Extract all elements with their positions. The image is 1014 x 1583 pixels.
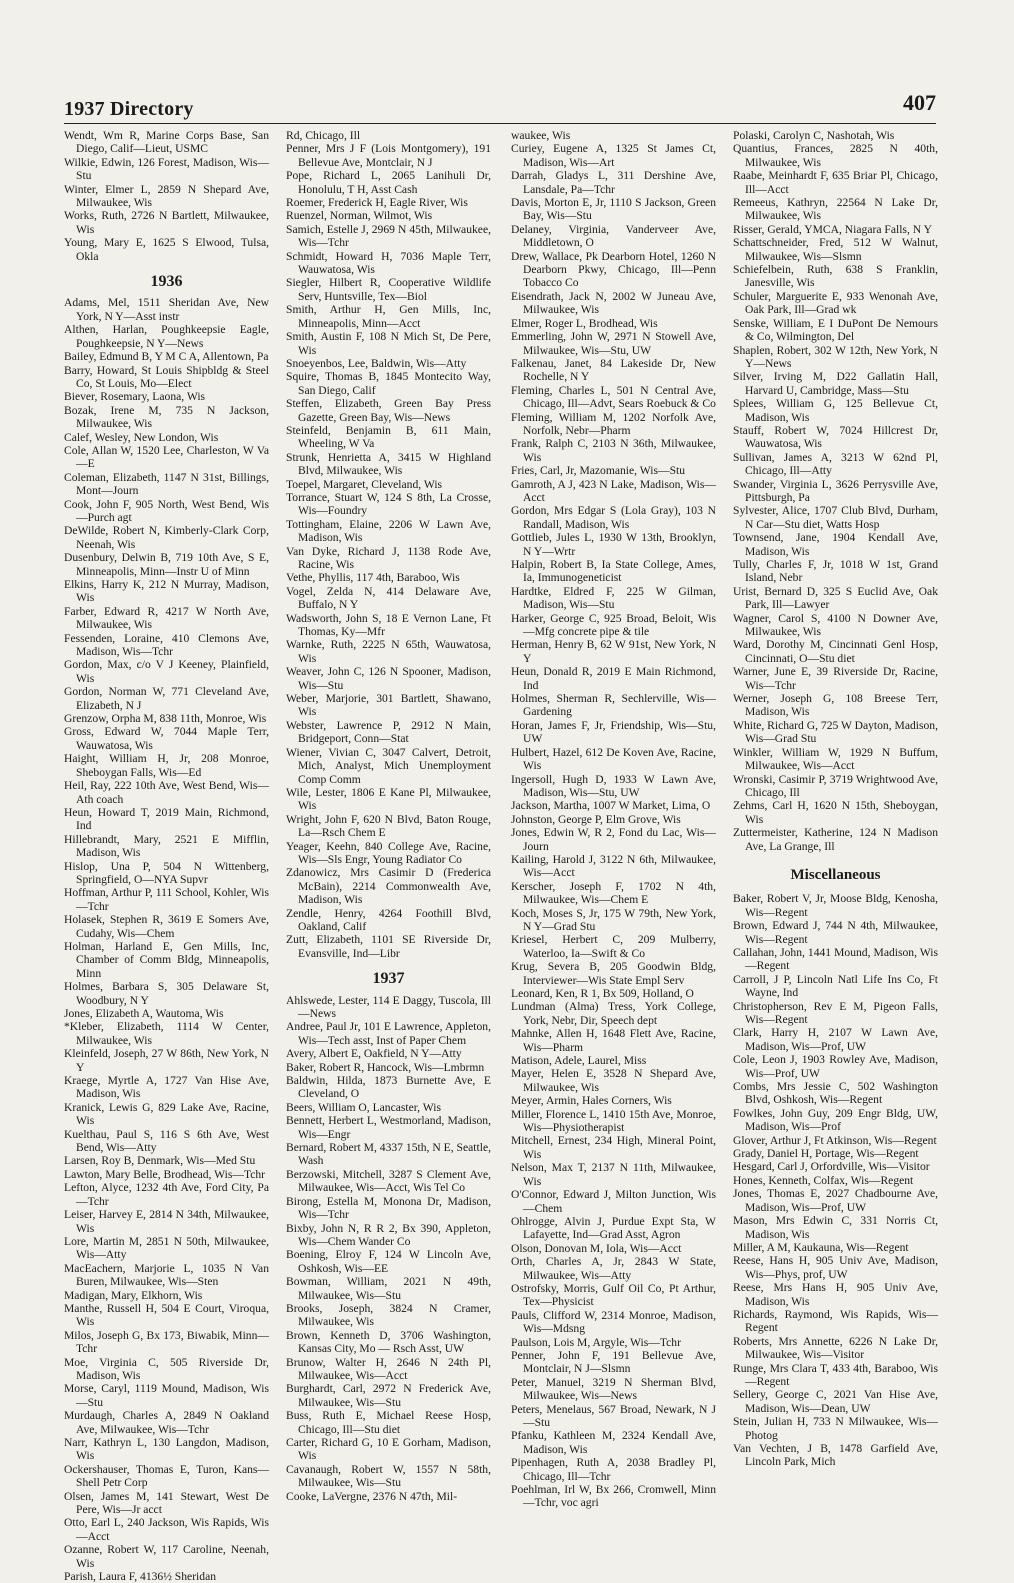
directory-entry: Mahnke, Allen H, 1648 Flett Ave, Racine, Wis—Pharm [511,1027,716,1054]
directory-entry: Fleming, Charles L, 501 N Central Ave, Chicago, Ill—Advt, Sears Roebuck & Co [511,383,716,411]
directory-entry: Jones, Thomas E, 2027 Chadbourne Ave, Madison, Wis—Prof, UW [733,1187,938,1214]
directory-entry: Zuttermeister, Katherine, 124 N Madison Ave, La Grange, Ill [733,826,938,853]
directory-entry: Siegler, Hilbert R, Cooperative Wildlife Serv, Huntsville, Tex—Biol [286,276,491,303]
directory-entry: Farber, Edward R, 4217 W North Ave, Milwaukee, Wis [64,604,269,632]
directory-entry: Schattschneider, Fred, 512 W Walnut, Milwaukee, Wis—Slsmn [733,236,938,263]
directory-entry: Heil, Ray, 222 10th Ave, West Bend, Wis—Ath coach [64,779,269,806]
directory-entry: Hislop, Una P, 504 N Wittenberg, Springfield, O—NYA Supvr [64,859,269,886]
directory-entry: Kuelthau, Paul S, 116 S 6th Ave, West Bend, Wis—Atty [64,1127,269,1155]
directory-entry: Cole, Allan W, 1520 Lee, Charleston, W Va—E [64,443,269,471]
column-2 [286,129,491,1503]
directory-entry: Madigan, Mary, Elkhorn, Wis [64,1288,203,1302]
directory-entry: Miller, Florence L, 1410 15th Ave, Monroe, Wis—Physiotherapist [511,1107,716,1135]
directory-entry: Hones, Kenneth, Colfax, Wis—Regent [733,1173,914,1187]
directory-entry: Gamroth, A J, 423 N Lake, Madison, Wis—Acct [511,477,716,504]
directory-entry: Brooks, Joseph, 3824 N Cramer, Milwaukee, Wis [286,1301,491,1329]
directory-entry: Clark, Harry H, 2107 W Lawn Ave, Madison, Wis—Prof, UW [733,1026,938,1053]
directory-entry: Quantius, Frances, 2825 N 40th, Milwaukee, Wis [733,142,938,169]
directory-entry: Ozanne, Robert W, 117 Caroline, Neenah, Wis [64,1543,269,1570]
directory-entry: Sullivan, James A, 3213 W 62nd Pl, Chicago, Ill—Atty [733,450,938,478]
directory-entry: Gordon, Max, c/o V J Keeney, Plainfield, Wis [64,658,269,685]
directory-entry: Birong, Estella M, Monona Dr, Madison, Wis—Tchr [286,1194,491,1222]
directory-entry: Wiener, Vivian C, 3047 Calvert, Detroit, Mich, Analyst, Mich Unemployment Comp Comm [286,745,491,786]
column-3 [511,129,716,1510]
directory-entry: Carter, Richard G, 10 E Gorham, Madison, Wis [286,1436,491,1463]
page-number: 407 [903,90,936,115]
directory-entry: Senske, William, E I DuPont De Nemours & Co, Wilmington, Del [733,316,938,344]
directory-entry: Werner, Joseph G, 108 Breese Terr, Madison, Wis [733,692,938,719]
directory-entry: Young, Mary E, 1625 S Elwood, Tulsa, Okla [64,236,269,263]
directory-entry: Reese, Hans H, 905 Univ Ave, Madison, Wis—Phys, prof, UW [733,1254,938,1281]
directory-entry: Smith, Arthur H, Gen Mills, Inc, Minneapolis, Minn—Acct [286,303,491,330]
directory-entry: Baldwin, Hilda, 1873 Burnette Ave, E Cleveland, O [286,1074,491,1101]
directory-entry: Burghardt, Carl, 2972 N Frederick Ave, Milwaukee, Wis—Stu [286,1382,491,1409]
directory-entry: Toepel, Margaret, Cleveland, Wis [286,477,443,491]
directory-entry: Smith, Austin F, 108 N Mich St, De Pere, Wis [286,330,491,357]
directory-entry: Tully, Charles F, Jr, 1018 W 1st, Grand Island, Nebr [733,558,938,585]
directory-entry: Richards, Raymond, Wis Rapids, Wis—Regent [733,1307,938,1335]
directory-entry: Glover, Arthur J, Ft Atkinson, Wis—Regent [733,1133,937,1147]
directory-entry: Leiser, Harvey E, 2814 N 34th, Milwaukee, Wis [64,1208,269,1235]
directory-entry: Hillebrandt, Mary, 2521 E Mifflin, Madison, Wis [64,832,269,860]
directory-entry: Roemer, Frederick H, Eagle River, Wis [286,196,468,210]
directory-entry: Koch, Moses S, Jr, 175 W 79th, New York, N Y—Grad Stu [511,906,716,933]
directory-entry: Tottingham, Elaine, 2206 W Lawn Ave, Madison, Wis [286,517,491,545]
directory-entry: Remeeus, Kathryn, 22564 N Lake Dr, Milwaukee, Wis [733,196,938,223]
directory-entry: Olsen, James M, 141 Stewart, West De Pere, Wis—Jr acct [64,1489,269,1517]
directory-entry: Fessenden, Loraine, 410 Clemons Ave, Madison, Wis—Tchr [64,631,269,659]
directory-entry: Orth, Charles A, Jr, 2843 W State, Milwaukee, Wis—Atty [511,1255,716,1282]
directory-entry: Lefton, Alyce, 1232 4th Ave, Ford City, Pa—Tchr [64,1181,269,1208]
directory-entry: Kranick, Lewis G, 829 Lake Ave, Racine, Wis [64,1100,269,1128]
directory-entry: Swander, Virginia L, 3626 Perrysville Ave, Pittsburgh, Pa [733,477,938,504]
directory-entry: Kailing, Harold J, 3122 N 6th, Milwaukee, Wis—Acct [511,852,716,880]
directory-entry: Larsen, Roy B, Denmark, Wis—Med Stu [64,1154,256,1168]
directory-entry: Otto, Earl L, 240 Jackson, Wis Rapids, Wis—Acct [64,1516,269,1543]
directory-entry: Rd, Chicago, Ill [286,129,361,142]
directory-entry: Schmidt, Howard H, 7036 Maple Terr, Wauwatosa, Wis [286,249,491,277]
directory-entry: Grady, Daniel H, Portage, Wis—Regent [733,1147,919,1161]
directory-entry: Fries, Carl, Jr, Mazomanie, Wis—Stu [511,464,686,478]
directory-entry: Combs, Mrs Jessie C, 502 Washington Blvd, Oshkosh, Wis—Regent [733,1080,938,1107]
directory-entry: Ostrofsky, Morris, Gulf Oil Co, Pt Arthur, Tex—Physicist [511,1281,716,1309]
directory-entry: Townsend, Jane, 1904 Kendall Ave, Madison, Wis [733,531,938,558]
directory-entry: *Kleber, Elizabeth, 1114 W Center, Milwaukee, Wis [64,1020,269,1047]
directory-entry: Ahlswede, Lester, 114 E Daggy, Tuscola, Ill—News [286,993,491,1020]
directory-entry: MacEachern, Marjorie L, 1035 N Van Buren, Milwaukee, Wis—Sten [64,1261,269,1289]
directory-entry: Horan, James F, Jr, Friendship, Wis—Stu, UW [511,718,716,746]
directory-entry: Bowman, William, 2021 N 49th, Milwaukee, Wis—Stu [286,1275,491,1302]
directory-entry: Hardtke, Eldred F, 225 W Gilman, Madison, Wis—Stu [511,584,716,612]
directory-entry: Pope, Richard L, 2065 Lanihuli Dr, Honolulu, T H, Asst Cash [286,169,491,196]
directory-entry: DeWilde, Robert N, Kimberly-Clark Corp, Neenah, Wis [64,524,269,551]
directory-entry: Shaplen, Robert, 302 W 12th, New York, N Y—News [733,343,938,370]
directory-entry: Hesgard, Carl J, Orfordville, Wis—Visitor [733,1160,930,1174]
directory-entry: Biever, Rosemary, Laona, Wis [64,390,206,404]
directory-entry: Kriesel, Herbert C, 209 Mulberry, Waterloo, Ia—Swift & Co [511,933,716,960]
directory-entry: Krug, Severa B, 205 Goodwin Bldg, Interviewer—Wis State Empl Serv [511,960,716,987]
directory-entry: Stauff, Robert W, 7024 Hillcrest Dr, Wauwatosa, Wis [733,423,938,451]
directory-entry: Wendt, Wm R, Marine Corps Base, San Diego, Calif—Lieut, USMC [64,129,269,156]
directory-entry: Penner, Mrs J F (Lois Montgomery), 191 Bellevue Ave, Montclair, N J [286,142,491,169]
directory-entry: Mayer, Helen E, 3528 N Shepard Ave, Milwaukee, Wis [511,1067,716,1094]
directory-entry: Olson, Donovan M, Iola, Wis—Acct [511,1241,682,1255]
directory-entry: Miller, A M, Kaukauna, Wis—Regent [733,1240,909,1254]
directory-entry: Wright, John F, 620 N Blvd, Baton Rouge, La—Rsch Chem E [286,812,491,840]
column-4 [733,129,938,1469]
directory-entry: Moe, Virginia C, 505 Riverside Dr, Madison, Wis [64,1355,269,1382]
directory-entry: Lundman (Alma) Tress, York College, York, Nebr, Dir, Speech dept [511,1000,716,1027]
directory-entry: Darrah, Gladys L, 311 Dershine Ave, Lansdale, Pa—Tchr [511,169,716,196]
directory-entry: Steinfeld, Benjamin B, 611 Main, Wheeling, W Va [286,423,491,451]
section-heading: Miscellaneous [790,866,881,883]
directory-entry: Bennett, Herbert L, Westmorland, Madison, Wis—Engr [286,1114,491,1141]
directory-entry: waukee, Wis [511,129,571,142]
directory-entry: Dusenbury, Delwin B, 719 10th Ave, S E, Minneapolis, Minn—Instr U of Minn [64,551,269,578]
directory-entry: Vogel, Zelda N, 414 Delaware Ave, Buffalo, N Y [286,584,491,612]
directory-entry: Zdanowicz, Mrs Casimir D (Frederica McBain), 2214 Commonwealth Ave, Madison, Wis [286,866,491,907]
directory-entry: Coleman, Elizabeth, 1147 N 31st, Billings, Mont—Journ [64,470,269,498]
directory-entry: Roberts, Mrs Annette, 6226 N Lake Dr, Milwaukee, Wis—Visitor [733,1334,938,1362]
directory-entry: Splees, William G, 125 Bellevue Ct, Madison, Wis [733,397,938,424]
directory-entry: Pauls, Clifford W, 2314 Monroe, Madison, Wis—Mdsng [511,1308,716,1336]
directory-entry: Brunow, Walter H, 2646 N 24th Pl, Milwaukee, Wis—Acct [286,1355,491,1382]
directory-entry: Zendle, Henry, 4264 Foothill Blvd, Oakland, Calif [286,906,491,933]
directory-entry: Gordon, Mrs Edgar S (Lola Gray), 103 N Randall, Madison, Wis [511,504,716,531]
directory-entry: Herman, Henry B, 62 W 91st, New York, N Y [511,638,716,665]
directory-entry: Risser, Gerald, YMCA, Niagara Falls, N Y [733,222,932,236]
directory-entry: Cooke, LaVergne, 2376 N 47th, Mil- [286,1489,458,1503]
directory-entry: Bozak, Irene M, 735 N Jackson, Milwaukee, Wis [64,403,269,431]
directory-entry: Parish, Laura F, 4136½ Sheridan [64,1570,217,1583]
directory-entry: Nelson, Max T, 2137 N 11th, Milwaukee, Wis [511,1161,716,1188]
directory-entry: Adams, Mel, 1511 Sheridan Ave, New York, N Y—Asst instr [64,296,269,323]
directory-entry: Snoeyenbos, Lee, Baldwin, Wis—Atty [286,356,467,370]
directory-entry: Yeager, Keehn, 840 College Ave, Racine, Wis—Sls Engr, Young Radiator Co [286,839,491,866]
directory-entry: Samich, Estelle J, 2969 N 45th, Milwaukee, Wis—Tchr [286,222,491,250]
directory-entry: Beers, William O, Lancaster, Wis [286,1100,441,1114]
directory-entry: Silver, Irving M, D22 Gallatin Hall, Harvard U, Cambridge, Mass—Stu [733,370,938,397]
directory-entry: Raabe, Meinhardt F, 635 Briar Pl, Chicago, Ill—Acct [733,169,938,196]
directory-entry: Schuler, Marguerite E, 933 Wenonah Ave, Oak Park, Ill—Grad wk [733,289,938,317]
directory-entry: Avery, Albert E, Oakfield, N Y—Atty [286,1047,462,1061]
directory-entry: Van Vechten, J B, 1478 Garfield Ave, Lincoln Park, Mich [733,1442,938,1469]
directory-entry: Winter, Elmer L, 2859 N Shepard Ave, Milwaukee, Wis [64,182,269,210]
directory-entry: Calef, Wesley, New London, Wis [64,430,219,444]
directory-entry: Penner, John F, 191 Bellevue Ave, Montclair, N J—Slsmn [511,1348,716,1376]
directory-entry: Webster, Lawrence P, 2912 N Main, Bridgeport, Conn—Stat [286,718,491,746]
directory-entry: Pipenhagen, Ruth A, 2038 Bradley Pl, Chicago, Ill—Tchr [511,1456,716,1483]
directory-entry: Ingersoll, Hugh D, 1933 W Lawn Ave, Madison, Wis—Stu, UW [511,772,716,799]
directory-entry: Cook, John F, 905 North, West Bend, Wis—Purch agt [64,497,269,524]
column-1 [64,129,269,1583]
directory-entry: Bixby, John N, R R 2, Bx 390, Appleton, Wis—Chem Wander Co [286,1221,491,1248]
directory-entry: Peters, Menelaus, 567 Broad, Newark, N J—Stu [511,1402,716,1429]
directory-entry: Heun, Donald R, 2019 E Main Richmond, Ind [511,665,716,692]
directory-entry: Gordon, Norman W, 771 Cleveland Ave, Elizabeth, N J [64,685,269,712]
directory-entry: Van Dyke, Richard J, 1138 Rode Ave, Racine, Wis [286,544,491,571]
page-header-title: 1937 Directory [64,98,194,120]
directory-entry: Gross, Edward W, 7044 Maple Terr, Wauwatosa, Wis [64,725,269,752]
directory-entry: Gottlieb, Jules L, 1930 W 13th, Brooklyn, N Y—Wrtr [511,531,716,558]
directory-entry: Meyer, Armin, Hales Corners, Wis [511,1094,672,1108]
directory-entry: Holmes, Sherman R, Sechlerville, Wis—Gardening [511,692,716,719]
directory-entry: Wile, Lester, 1806 E Kane Pl, Milwaukee, Wis [286,785,491,813]
directory-entry: Berzowski, Mitchell, 3287 S Clement Ave, Milwaukee, Wis—Acct, Wis Tel Co [286,1167,491,1195]
directory-entry: Murdaugh, Charles A, 2849 N Oakland Ave, Milwaukee, Wis—Tchr [64,1409,269,1436]
directory-entry: Heun, Howard T, 2019 Main, Richmond, Ind [64,805,269,833]
directory-entry: Kerscher, Joseph F, 1702 N 4th, Milwaukee, Wis—Chem E [511,879,716,907]
directory-entry: Wadsworth, John S, 18 E Vernon Lane, Ft Thomas, Ky—Mfr [286,611,491,639]
directory-entry: Christopherson, Rev E M, Pigeon Falls, Wis—Regent [733,999,938,1026]
directory-entry: Barry, Howard, St Louis Shipbldg & Steel Co, St Louis, Mo—Elect [64,363,269,390]
directory-entry: Warnke, Ruth, 2225 N 65th, Wauwatosa, Wis [286,638,491,665]
directory-entry: Bernard, Robert M, 4337 15th, N E, Seattle, Wash [286,1141,491,1168]
directory-entry: Johnston, George P, Elm Grove, Wis [511,812,681,826]
directory-entry: White, Richard G, 725 W Dayton, Madison, Wis—Grad Stu [733,718,939,746]
header-rule [64,123,936,124]
directory-entry: Zehms, Carl H, 1620 N 15th, Sheboygan, Wis [733,799,938,826]
directory-entry: Polaski, Carolyn C, Nashotah, Wis [733,129,895,142]
directory-entry: Kraege, Myrtle A, 1727 Van Hise Ave, Madison, Wis [64,1074,269,1101]
directory-entry: Jackson, Martha, 1007 W Market, Lima, O [511,799,711,813]
directory-entry: Emmerling, John W, 2971 N Stowell Ave, Milwaukee, Wis—Stu, UW [511,330,716,357]
directory-entry: Sylvester, Alice, 1707 Club Blvd, Durham, N Car—Stu diet, Watts Hosp [733,504,938,531]
directory-entry: Pfanku, Kathleen M, 2324 Kendall Ave, Madison, Wis [511,1429,716,1456]
directory-entry: Wagner, Carol S, 4100 N Downer Ave, Milwaukee, Wis [733,611,938,639]
directory-entry: Mitchell, Ernest, 234 High, Mineral Point, Wis [511,1134,716,1161]
directory-entry: Poehlman, Irl W, Bx 266, Cromwell, Minn—Tchr, voc agri [511,1483,716,1510]
directory-entry: Milos, Joseph G, Bx 173, Biwabik, Minn—Tchr [64,1328,269,1356]
directory-entry: Fowlkes, John Guy, 209 Engr Bldg, UW, Madison, Wis—Prof [733,1106,938,1134]
directory-entry: Ruenzel, Norman, Wilmot, Wis [286,209,433,223]
directory-entry: Fleming, William M, 1202 Norfolk Ave, Norfolk, Nebr—Pharm [511,410,716,437]
directory-entry: Lore, Martin M, 2851 N 50th, Milwaukee, Wis—Atty [64,1234,269,1262]
directory-entry: Haight, William H, Jr, 208 Monroe, Sheboygan Falls, Wis—Ed [64,752,269,779]
directory-entry: Carroll, J P, Lincoln Natl Life Ins Co, Ft Wayne, Ind [733,972,938,1000]
directory-entry: Ockershauser, Thomas E, Turon, Kans—Shell Petr Corp [64,1462,269,1490]
directory-entry: Delaney, Virginia, Vanderveer Ave, Middletown, O [511,222,716,250]
directory-entry: Lawton, Mary Belle, Brodhead, Wis—Tchr [64,1167,266,1181]
directory-entry: Morse, Caryl, 1119 Mound, Madison, Wis—Stu [64,1382,269,1409]
directory-entry: Elkins, Harry K, 212 N Murray, Madison, Wis [64,578,269,605]
directory-entry: Runge, Mrs Clara T, 433 4th, Baraboo, Wis—Regent [733,1361,938,1388]
directory-entry: Eisendrath, Jack N, 2002 W Juneau Ave, Milwaukee, Wis [511,289,716,317]
directory-entry: Grenzow, Orpha M, 838 11th, Monroe, Wis [64,712,267,726]
directory-entry: Vethe, Phyllis, 117 4th, Baraboo, Wis [286,571,460,585]
directory-entry: Jones, Edwin W, R 2, Fond du Lac, Wis—Journ [511,826,716,853]
directory-entry: Frank, Ralph C, 2103 N 36th, Milwaukee, Wis [511,437,716,464]
directory-entry: Wronski, Casimir P, 3719 Wrightwood Ave, Chicago, Ill [733,772,938,799]
directory-entry: Urist, Bernard D, 325 S Euclid Ave, Oak Park, Ill—Lawyer [733,584,938,612]
directory-entry: Schiefelbein, Ruth, 638 S Franklin, Janesville, Wis [733,263,938,290]
directory-entry: Davis, Morton E, Jr, 1110 S Jackson, Green Bay, Wis—Stu [511,196,716,223]
directory-entry: Curiey, Eugene A, 1325 St James Ct, Madison, Wis—Art [511,142,716,169]
directory-entry: Brown, Edward J, 744 N 4th, Milwaukee, Wis—Regent [733,919,938,946]
directory-entry: Works, Ruth, 2726 N Bartlett, Milwaukee, Wis [64,209,269,236]
directory-entry: Wilkie, Edwin, 126 Forest, Madison, Wis—Stu [64,155,269,183]
directory-entry: Andree, Paul Jr, 101 E Lawrence, Appleton, Wis—Tech asst, Inst of Paper Chem [286,1020,491,1047]
directory-entry: Mason, Mrs Edwin C, 331 Norris Ct, Madison, Wis [733,1214,938,1241]
directory-entry: O'Connor, Edward J, Milton Junction, Wis—Chem [511,1188,716,1215]
directory-entry: Boening, Elroy F, 124 W Lincoln Ave, Oshkosh, Wis—EE [286,1248,491,1275]
directory-entry: Holasek, Stephen R, 3619 E Somers Ave, Cudahy, Wis—Chem [64,913,269,940]
directory-entry: Torrance, Stuart W, 124 S 8th, La Crosse, Wis—Foundry [286,490,491,518]
directory-entry: Paulson, Lois M, Argyle, Wis—Tchr [511,1335,681,1349]
directory-entry: Elmer, Roger L, Brodhead, Wis [511,316,658,330]
directory-entry: Zutt, Elizabeth, 1101 SE Riverside Dr, Evansville, Ind—Libr [286,933,491,960]
directory-entry: Ohlrogge, Alvin J, Purdue Expt Sta, W Lafayette, Ind—Grad Asst, Agron [511,1214,716,1242]
directory-entry: Drew, Wallace, Pk Dearborn Hotel, 1260 N Dearborn Pkwy, Chicago, Ill—Penn Tobacco Co [511,249,716,290]
directory-entry: Manthe, Russell H, 504 E Court, Viroqua, Wis [64,1301,269,1329]
directory-entry: Steffen, Elizabeth, Green Bay Press Gazette, Green Bay, Wis—News [286,397,491,424]
section-heading: 1936 [150,273,183,291]
directory-entry: Warner, June E, 39 Riverside Dr, Racine, Wis—Tchr [733,665,938,692]
directory-entry: Ward, Dorothy M, Cincinnati Genl Hosp, Cincinnati, O—Stu diet [733,638,938,665]
directory-entry: Kleinfeld, Joseph, 27 W 86th, New York, N Y [64,1047,269,1074]
directory-entry: Hoffman, Arthur P, 111 School, Kohler, Wis—Tchr [64,886,269,913]
directory-entry: Strunk, Henrietta A, 3415 W Highland Blvd, Milwaukee, Wis [286,450,491,478]
directory-entry: Holmes, Barbara S, 305 Delaware St, Woodbury, N Y [64,980,269,1007]
directory-entry: Sellery, George C, 2021 Van Hise Ave, Madison, Wis—Dean, UW [733,1388,938,1415]
directory-entry: Halpin, Robert B, Ia State College, Ames, Ia, Immunogeneticist [511,558,716,585]
directory-entry: Narr, Kathryn L, 130 Langdon, Madison, Wis [64,1436,269,1463]
directory-entry: Cavanaugh, Robert W, 1557 N 58th, Milwaukee, Wis—Stu [286,1462,491,1490]
directory-entry: Squire, Thomas B, 1845 Montecito Way, San Diego, Calif [286,370,491,397]
directory-entry: Matison, Adele, Laurel, Miss [511,1054,647,1068]
directory-entry: Baker, Robert V, Jr, Moose Bldg, Kenosha, Wis—Regent [733,892,938,919]
directory-entry: Harker, George C, 925 Broad, Beloit, Wis—Mfg concrete pipe & tile [511,611,716,639]
directory-entry: Althen, Harlan, Poughkeepsie Eagle, Poughkeepsie, N Y—News [64,323,269,350]
directory-entry: Cole, Leon J, 1903 Rowley Ave, Madison, Wis—Prof, UW [733,1053,938,1080]
directory-entry: Hulbert, Hazel, 612 De Koven Ave, Racine, Wis [511,745,716,773]
directory-entry: Winkler, William W, 1929 N Buffum, Milwaukee, Wis—Acct [733,745,938,773]
directory-entry: Baker, Robert R, Hancock, Wis—Lmbrmn [286,1060,485,1074]
directory-entry: Holman, Harland E, Gen Mills, Inc, Chamber of Comm Bldg, Minneapolis, Minn [64,939,269,980]
directory-entry: Brown, Kenneth D, 3706 Washington, Kansas City, Mo — Rsch Asst, UW [286,1328,491,1356]
directory-entry: Leonard, Ken, R 1, Bx 509, Holland, O [511,987,694,1000]
directory-entry: Peter, Manuel, 3219 N Sherman Blvd, Milwaukee, Wis—News [511,1375,716,1403]
directory-entry: Weaver, John C, 126 N Spooner, Madison, Wis—Stu [286,665,491,692]
directory-entry: Falkenau, Janet, 84 Lakeside Dr, New Rochelle, N Y [511,356,716,384]
section-heading: 1937 [372,970,405,988]
directory-entry: Stein, Julian H, 733 N Milwaukee, Wis—Photog [733,1415,938,1442]
directory-entry: Jones, Elizabeth A, Wautoma, Wis [64,1007,224,1020]
directory-entry: Reese, Mrs Hans H, 905 Univ Ave, Madison, Wis [733,1281,938,1308]
directory-entry: Callahan, John, 1441 Mound, Madison, Wis—Regent [733,945,938,973]
directory-entry: Buss, Ruth E, Michael Reese Hosp, Chicago, Ill—Stu diet [286,1409,491,1436]
directory-entry: Bailey, Edmund B, Y M C A, Allentown, Pa [64,350,269,364]
directory-entry: Weber, Marjorie, 301 Bartlett, Shawano, Wis [286,692,491,719]
